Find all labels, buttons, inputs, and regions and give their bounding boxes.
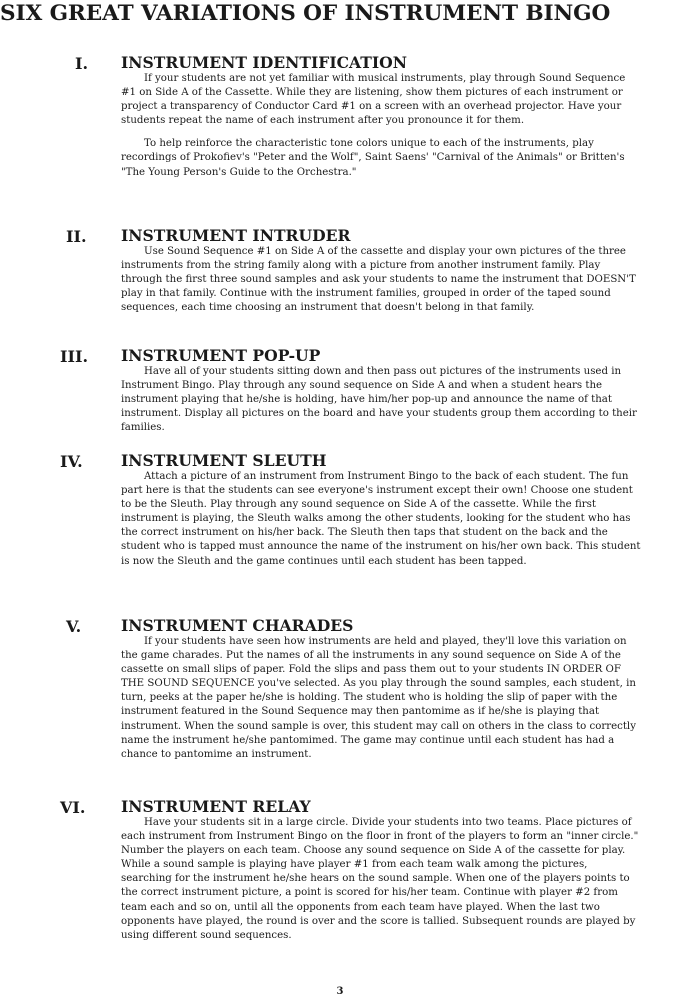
section-numeral: V. [66, 617, 82, 636]
section-heading: INSTRUMENT SLEUTH [121, 451, 327, 470]
section-body [121, 635, 641, 762]
section-numeral: II. [66, 227, 87, 246]
paragraph: To help reinforce the characteristic tone colors unique to each of the instruments, play recordings of Prokofiev's "Peter and the Wolf", Saint Saens' "Carnival of the Animals" or Britten's "The Young Person's Guide to the Orchestra." [121, 138, 625, 178]
section-body [121, 72, 641, 180]
paragraph: Use Sound Sequence #1 on Side A of the cassette and display your own pictures of the three instruments from the string family along with a picture from another instrument family. Play through the first three sound samples and ask your students to name the instrument that DOESN'T play in that family. Continue with the instrument families, grouped in order of the taped sound sequences, each time choosing an instrument that doesn't belong in that family. [121, 246, 636, 314]
page-title: SIX GREAT VARIATIONS OF INSTRUMENT BINGO [0, 1, 611, 26]
section-heading: INSTRUMENT IDENTIFICATION [121, 53, 408, 72]
section-body [121, 245, 641, 315]
paragraph: If your students are not yet familiar with musical instruments, play through Sound Sequence #1 on Side A of the Cassette. While they are listening, show them pictures of each instrument or project a transparency of Conductor Card #1 on a screen with an overhead projector. Have your students repeat the name of each instrument after you pronounce it for them. [121, 73, 626, 127]
section-numeral: IV. [60, 452, 83, 471]
section-body [121, 365, 641, 435]
paragraph: Have your students sit in a large circle. Divide your students into two teams. Place pictures of each instrument from Instrument Bingo on the floor in front of the players to form an "inner circle." Number the players on each team. Choose any sound sequence on Side A of the cassette for play. While a sound sample is playing have player #1 from each team walk among the pictures, searching for the instrument he/she hears on the sound sample. When one of the players points to the correct instrument picture, a point is scored for his/her team. Continue with player #2 from team each and so on, until all the opponents from each team have played. When the last two opponents have played, the round is over and the score is tallied. Subsequent rounds are played by using different sound sequences. [121, 817, 639, 941]
section-heading: INSTRUMENT RELAY [121, 797, 311, 816]
section-numeral: I. [75, 54, 89, 73]
section-numeral: VI. [60, 798, 86, 817]
paragraph: If your students have seen how instruments are held and played, they'll love this variation on the game charades. Put the names of all the instruments in any sound sequence on Side A of the cassette on small slips of paper. Fold the slips and pass them out to your students IN ORDER OF THE SOUND SEQUENCE you've selected. As you play through the sound samples, each student, in turn, peeks at the paper he/she is holding. The student who is holding the slip of paper with the instrument featured in the Sound Sequence may then pantomime as if he/she is playing that instrument. When the sound sample is over, this student may call on others in the class to correctly name the instrument he/she pantomimed. The game may continue until each student has had a chance to pantomime an instrument. [121, 636, 636, 760]
section-body [121, 470, 641, 569]
paragraph: Attach a picture of an instrument from Instrument Bingo to the back of each student. The fun part here is that the students can see everyone's instrument except their own! Choose one student to be the Sleuth. Play through any sound sequence on Side A of the cassette. While the first instrument is playing, the Sleuth walks among the other students, looking for the student who has the correct instrument on his/her back. The Sleuth then taps that student on the back and the student who is tapped must announce the name of the instrument on his/her own back. This student is now the Sleuth and the game continues until each student has been tapped. [121, 471, 641, 567]
page-number: 3 [336, 986, 344, 997]
section-numeral: III. [60, 347, 89, 366]
section-body [121, 816, 641, 943]
section-heading: INSTRUMENT INTRUDER [121, 226, 351, 245]
section-heading: INSTRUMENT CHARADES [121, 616, 354, 635]
section-heading: INSTRUMENT POP-UP [121, 346, 321, 365]
paragraph: Have all of your students sitting down and then pass out pictures of the instruments used in Instrument Bingo. Play through any sound sequence on Side A and when a student hears the instrument playing that he/she is holding, have him/her pop-up and announce the name of that instrument. Display all pictures on the board and have your students group them according to their families. [121, 366, 637, 434]
